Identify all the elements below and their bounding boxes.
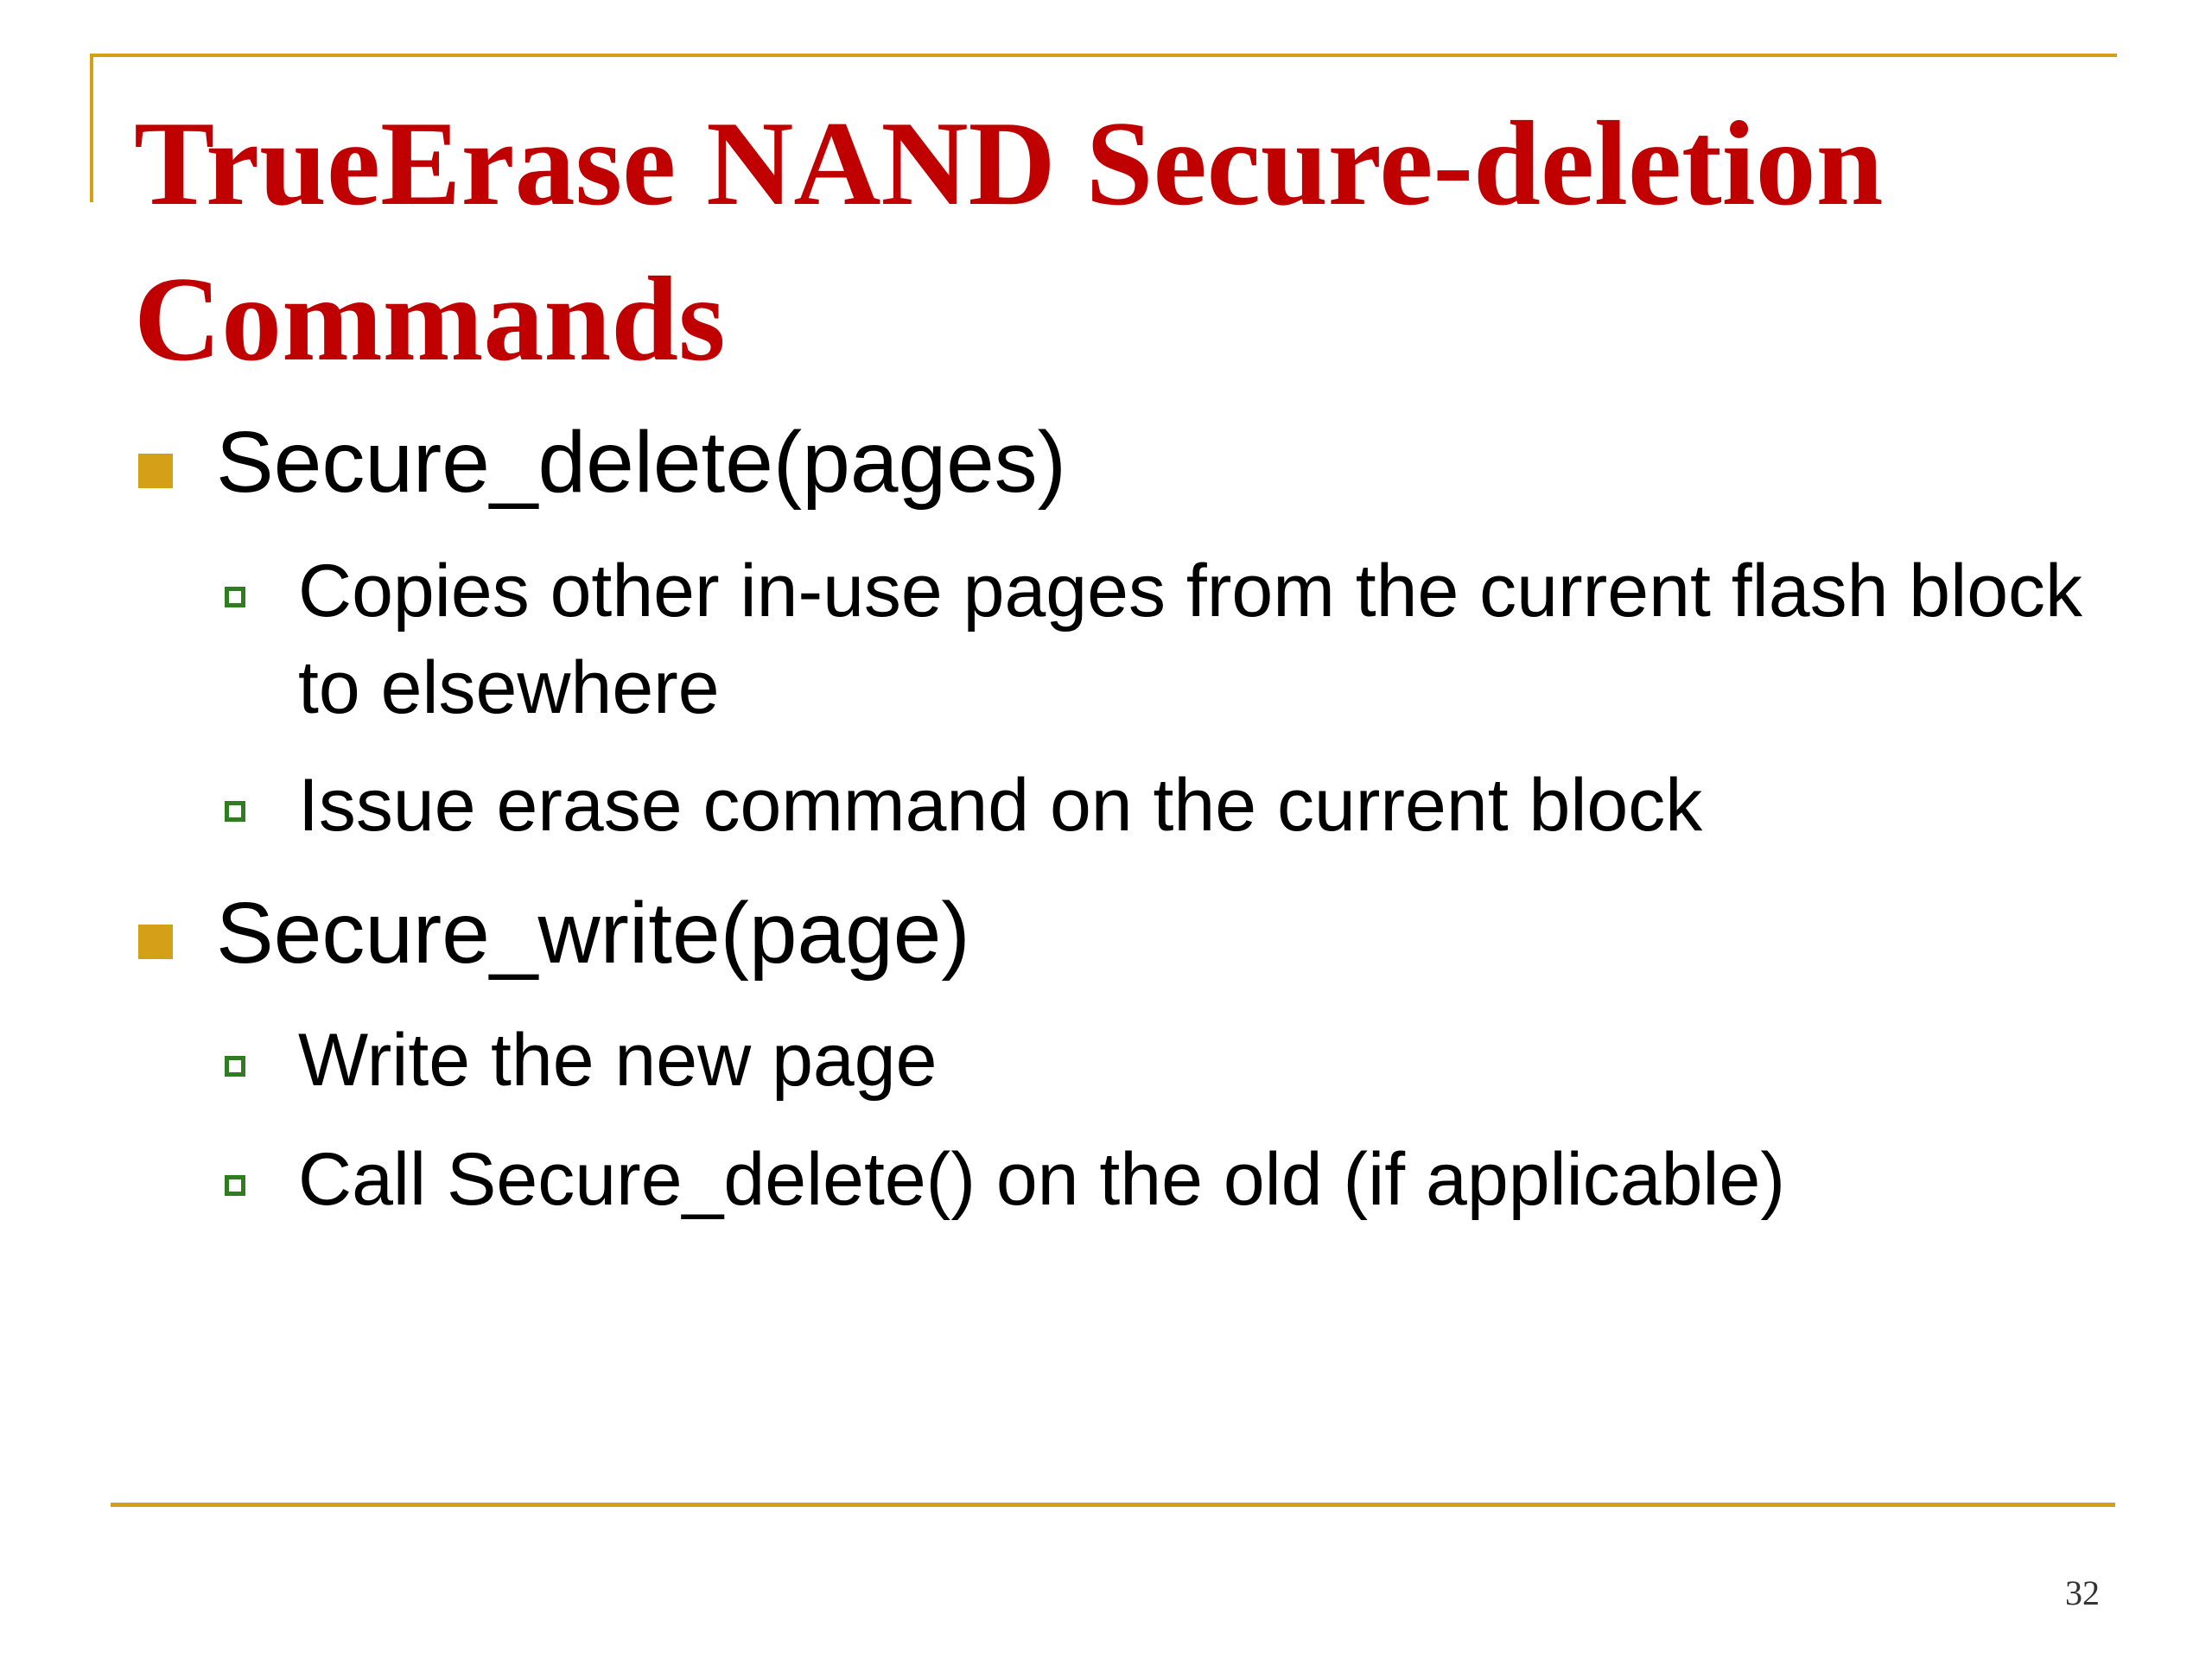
gold-square-bullet-icon <box>138 925 173 959</box>
sub-bullet-issue-erase: Issue erase command on the current block <box>298 764 1703 847</box>
sub-bullet-copies-pages: Copies other in-use pages from the current flash block to elsewhere <box>298 550 2083 729</box>
sub-bullet-call-secure-delete: Call Secure_delete() on the old (if applicable) <box>298 1138 1785 1221</box>
hollow-square-bullet-icon <box>225 1056 245 1077</box>
footer-divider-line <box>111 1503 2115 1507</box>
hollow-square-bullet-icon <box>225 1175 245 1196</box>
bullet-item-secure-write: Secure_write(page) <box>216 885 970 982</box>
hollow-square-bullet-icon <box>225 801 245 822</box>
gold-square-bullet-icon <box>138 454 173 488</box>
bullet-item-secure-delete: Secure_delete(pages) <box>216 414 1066 511</box>
slide-title: TrueErase NAND Secure-deletion Commands <box>134 97 1884 386</box>
hollow-square-bullet-icon <box>225 587 245 607</box>
sub-bullet-write-new-page: Write the new page <box>298 1019 938 1102</box>
slide-page-number: 32 <box>2065 1573 2100 1612</box>
